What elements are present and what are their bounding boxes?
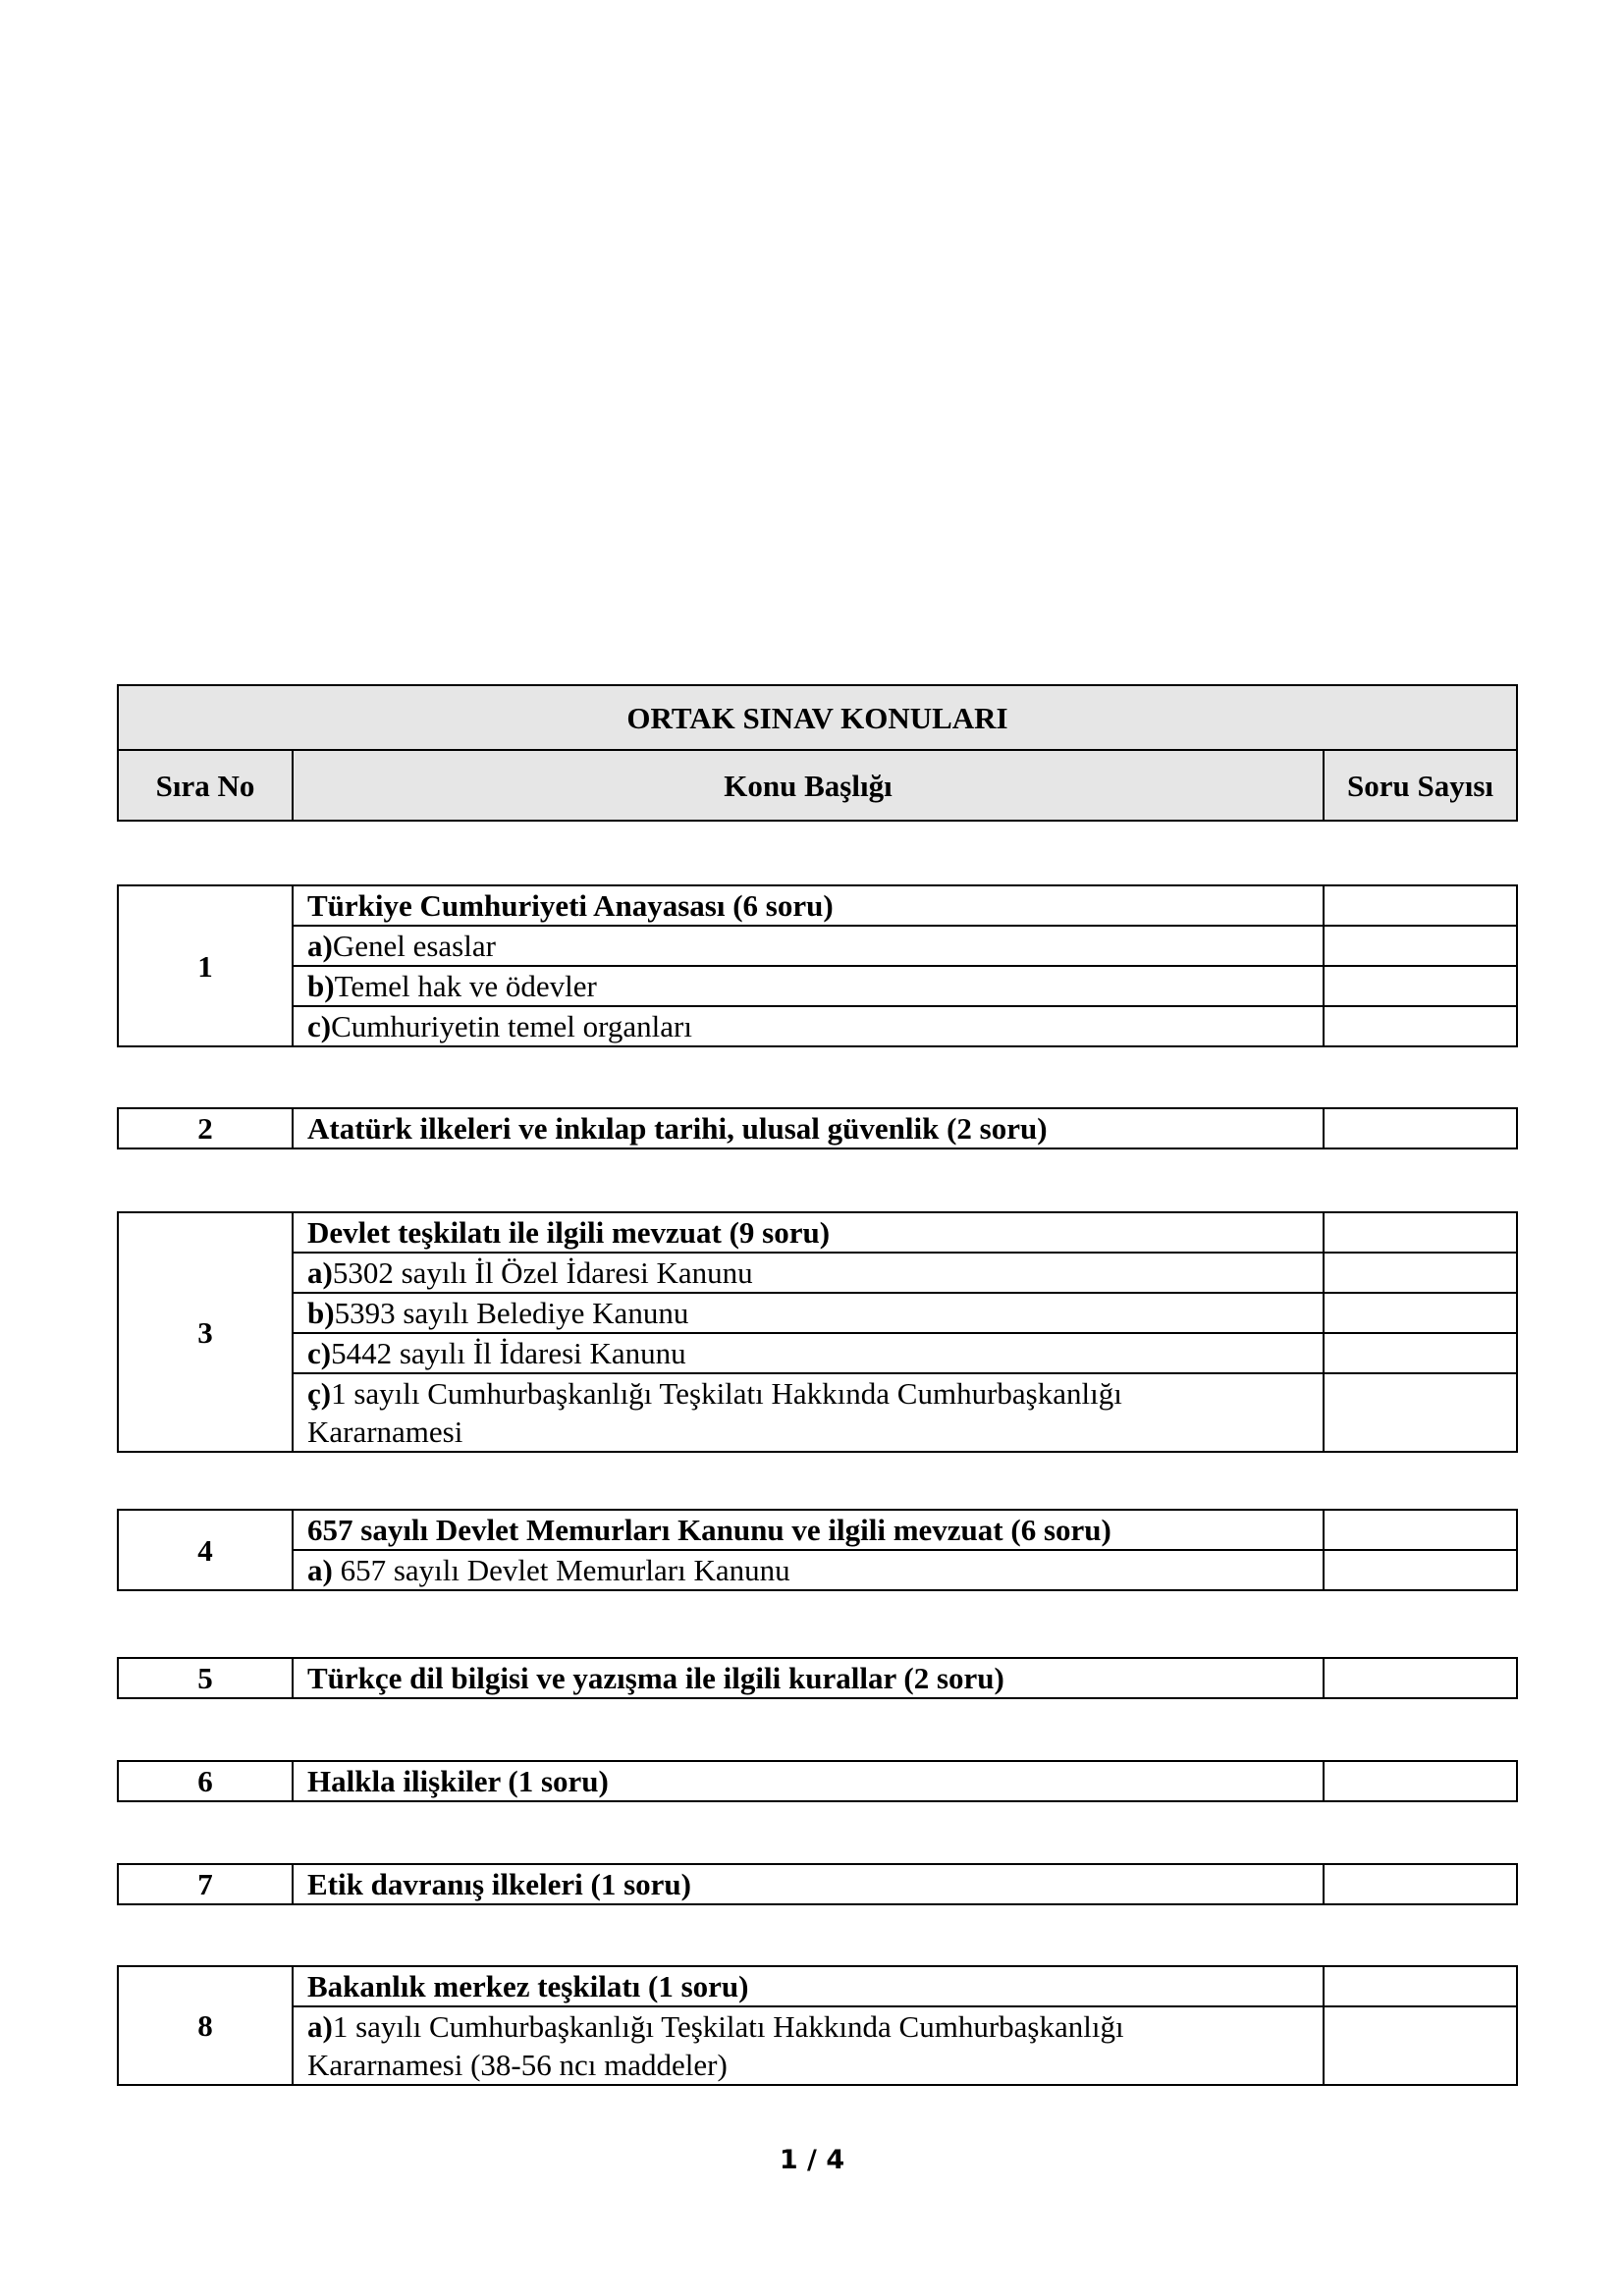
section-title: Bakanlık merkez teşkilatı (1 soru) xyxy=(293,1966,1324,2006)
section-title: Türkçe dil bilgisi ve yazışma ile ilgili kurallar (2 soru) xyxy=(293,1658,1324,1698)
section-title: Etik davranış ilkeleri (1 soru) xyxy=(293,1864,1324,1904)
question-count-cell xyxy=(1324,1550,1517,1590)
section-title: Halkla ilişkiler (1 soru) xyxy=(293,1761,1324,1801)
question-count-cell xyxy=(1324,1108,1517,1148)
section-3-table xyxy=(117,1211,1518,1453)
section-title: Atatürk ilkeleri ve inkılap tarihi, ulusal güvenlik (2 soru) xyxy=(293,1108,1324,1148)
question-count-cell xyxy=(1324,1761,1517,1801)
question-count-cell xyxy=(1324,1333,1517,1373)
subtopic-a: a)5302 sayılı İl Özel İdaresi Kanunu xyxy=(293,1253,1324,1293)
subtopic-a: a)Genel esaslar xyxy=(293,926,1324,966)
question-count-cell xyxy=(1324,2006,1517,2085)
section-title: Türkiye Cumhuriyeti Anayasası (6 soru) xyxy=(293,885,1324,926)
subtopic-c-cedilla: ç)1 sayılı Cumhurbaşkanlığı Teşkilatı Hakkında Cumhurbaşkanlığı Kararnamesi xyxy=(293,1373,1324,1452)
section-8-table xyxy=(117,1965,1518,2086)
section-number: 7 xyxy=(118,1864,293,1904)
question-count-cell xyxy=(1324,1006,1517,1046)
column-header-no: Sıra No xyxy=(118,750,293,821)
section-number: 2 xyxy=(118,1108,293,1148)
page-number: 1 / 4 xyxy=(779,2145,845,2175)
section-7-table xyxy=(117,1863,1518,1905)
section-number: 4 xyxy=(118,1510,293,1590)
section-1-table xyxy=(117,884,1518,1047)
section-number: 6 xyxy=(118,1761,293,1801)
question-count-cell xyxy=(1324,1212,1517,1253)
subtopic-a: a)1 sayılı Cumhurbaşkanlığı Teşkilatı Hakkında Cumhurbaşkanlığı Kararnamesi (38-56 ncı maddeler) xyxy=(293,2006,1324,2085)
question-count-cell xyxy=(1324,1966,1517,2006)
question-count-cell xyxy=(1324,885,1517,926)
section-title: Devlet teşkilatı ile ilgili mevzuat (9 soru) xyxy=(293,1212,1324,1253)
question-count-cell xyxy=(1324,1658,1517,1698)
section-number: 3 xyxy=(118,1212,293,1452)
question-count-cell xyxy=(1324,966,1517,1006)
table-title: ORTAK SINAV KONULARI xyxy=(118,685,1517,750)
question-count-cell xyxy=(1324,926,1517,966)
question-count-cell xyxy=(1324,1373,1517,1452)
subtopic-c: c)5442 sayılı İl İdaresi Kanunu xyxy=(293,1333,1324,1373)
column-header-topic: Konu Başlığı xyxy=(293,750,1324,821)
section-number: 1 xyxy=(118,885,293,1046)
section-6-table xyxy=(117,1760,1518,1802)
section-number: 8 xyxy=(118,1966,293,2085)
section-4-table xyxy=(117,1509,1518,1591)
section-title: 657 sayılı Devlet Memurları Kanunu ve ilgili mevzuat (6 soru) xyxy=(293,1510,1324,1550)
subtopic-c: c)Cumhuriyetin temel organları xyxy=(293,1006,1324,1046)
question-count-cell xyxy=(1324,1864,1517,1904)
subtopic-b: b)Temel hak ve ödevler xyxy=(293,966,1324,1006)
question-count-cell xyxy=(1324,1510,1517,1550)
section-2-table xyxy=(117,1107,1518,1149)
section-5-table xyxy=(117,1657,1518,1699)
subtopic-a: a) 657 sayılı Devlet Memurları Kanunu xyxy=(293,1550,1324,1590)
column-header-count: Soru Sayısı xyxy=(1324,750,1517,821)
question-count-cell xyxy=(1324,1253,1517,1293)
header-table xyxy=(117,684,1518,822)
subtopic-b: b)5393 sayılı Belediye Kanunu xyxy=(293,1293,1324,1333)
section-number: 5 xyxy=(118,1658,293,1698)
question-count-cell xyxy=(1324,1293,1517,1333)
